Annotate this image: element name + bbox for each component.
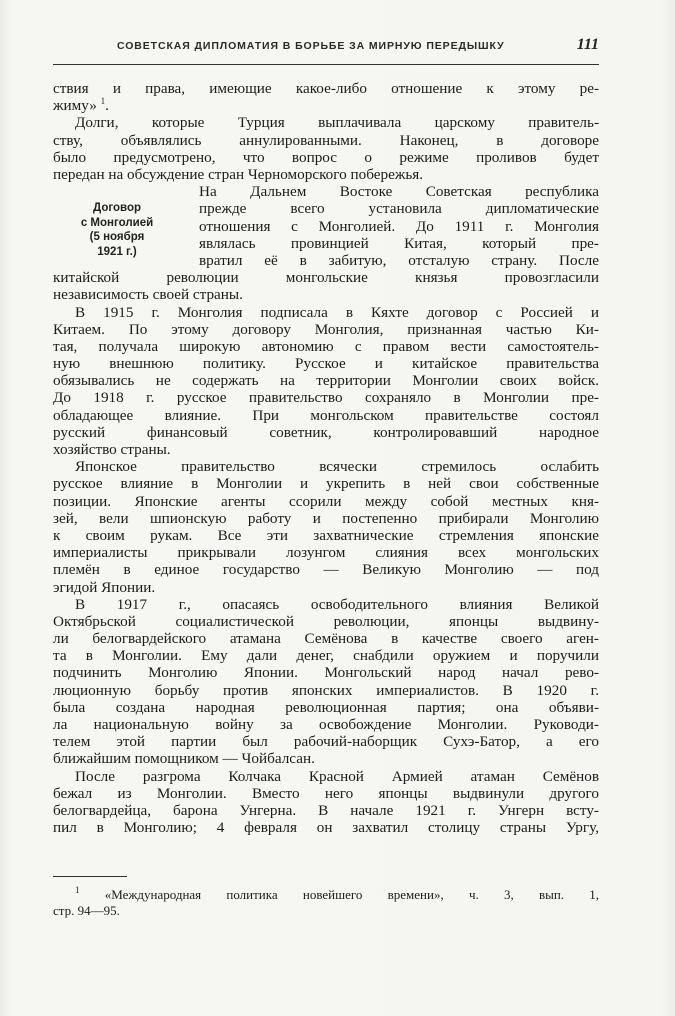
footnote-ref: 1 [100, 96, 106, 107]
text-line: хозяйство страны. [53, 441, 171, 458]
margin-note-line: Договор [93, 202, 141, 215]
paragraph-mongolia-intro-end [53, 269, 599, 303]
header-rule [53, 64, 599, 65]
paragraph-1917 [53, 596, 599, 768]
text-line [53, 97, 599, 114]
text-line: После разгрома Колчака Красной Армией атаман Семёнов [75, 767, 599, 785]
text-line: Японское правительство всячески стремилось ослабить [75, 458, 599, 476]
text-line: пил в Монголию; 4 февраля он захватил столицу страны Ургу, [53, 819, 599, 837]
text-line: бежал из Монголии. Вместо него японцы выдвинули другого [53, 784, 599, 802]
text-line: эгидой Японии. [53, 578, 156, 596]
text-line: Китаем. По этому договору Монголия, признанная частью Ки- [53, 320, 599, 338]
text-line: ству, объявлялись аннулированными. Наконец, в договоре [53, 131, 599, 149]
text-line: независимость своей страны. [53, 286, 243, 304]
text-line: ли белогвардейского атамана Семёнова в качестве своего аген- [53, 630, 599, 648]
running-head [53, 37, 599, 59]
text-line: обязывались не содержать на территории Монголии своих войск. [53, 372, 599, 390]
text-line: являлась провинцией Китая, который пре- [199, 234, 599, 252]
text-fragment: жиму» [53, 97, 101, 115]
footnote-marker: 1 [75, 885, 80, 895]
text-line: телем этой партии был рабочий-наборщик Сухэ-Батор, а его [53, 733, 599, 751]
margin-note-line: с Монголией [80, 216, 154, 229]
sidenote-section [53, 183, 599, 269]
text-line: зей, вели шпионскую работу и постепенно прибирали Монголию [53, 509, 599, 527]
paragraph-1915 [53, 304, 599, 459]
text-line: русское влияние в Монголии и укрепить в ней свои собственные [53, 475, 599, 493]
text-line: прежде всего установила дипломатические [199, 200, 599, 218]
text-line: империалисты прикрывали лозунгом слияния всех монгольских [53, 544, 599, 562]
text-line: отношения с Монголией. До 1911 г. Монголия [199, 217, 599, 235]
text-line: племён в единое государство — Великую Монголию — под [53, 561, 599, 579]
text-line: обладающее влияние. При монгольском правительстве состоял [53, 406, 599, 424]
text-line: тая, получала широкую автономию с правом вести самостоятель- [53, 337, 599, 355]
text-line: люционную борьбу против японских империалистов. В 1920 г. [53, 681, 599, 699]
text-line: подчинить Монголию Японии. Монгольский народ начал рево- [53, 664, 599, 682]
page-number: 111 [576, 36, 599, 53]
text-line: В 1915 г. Монголия подписала в Кяхте договор с Россией и [75, 303, 599, 321]
footnote-line [53, 887, 599, 903]
text-line: позиции. Японские агенты ссорили между собой местных кня- [53, 492, 599, 510]
text-line: На Дальнем Востоке Советская республика [199, 183, 599, 201]
margin-note-line: 1921 г.) [97, 245, 137, 258]
text-line: было предусмотрено, что вопрос о режиме проливов будет [53, 148, 599, 166]
text-line: ствия и права, имеющие какое-либо отношение к этому ре- [53, 80, 599, 97]
text-line: В 1917 г., опасаясь освободительного влияния Великой [75, 595, 599, 613]
sidenote-paragraph [199, 183, 599, 269]
text-line: ла национальную войну за освобождение Монголии. Руководи- [53, 716, 599, 733]
text-line: та в Монголии. Ему дали денег, снабдили оружием и поручили [53, 647, 599, 665]
text-fragment: . [105, 97, 109, 115]
footnote-text: «Международная политика новейшего времени», ч. 3, вып. 1, [104, 887, 600, 902]
footnote-line: стр. 94—95. [53, 902, 120, 918]
footnote-rule [53, 876, 127, 877]
text-line: Октябрьской социалистической революции, японцы выдвину- [53, 612, 599, 630]
text-line: передан на обсуждение стран Черноморского побережья. [53, 165, 424, 183]
margin-note-line: (5 ноября [89, 231, 145, 244]
text-line: вратил её в забитую, отсталую страну. После [199, 251, 599, 269]
text-line: была создана народная революционная партия; она объяви- [53, 698, 599, 716]
text-line: ближайшим помощником — Чойбалсан. [53, 750, 315, 768]
text-line: китайской революции монгольские князья провозгласили [53, 269, 599, 287]
text-line: ную внешнюю политику. Русское и китайское правительства [53, 355, 599, 373]
body-text [53, 80, 599, 836]
paragraph-kolchak [53, 768, 599, 837]
paragraph-continued [53, 80, 599, 114]
text-line: белогвардейца, барона Унгерна. В начале 1921 г. Унгерн всту- [53, 801, 599, 819]
text-line: Долги, которые Турция выплачивала царскому правитель- [75, 114, 599, 132]
paragraph-debts [53, 114, 599, 183]
paragraph-japan [53, 458, 599, 596]
text-line: русский финансовый советник, контролировавший народное [53, 423, 599, 441]
text-line: к своим рукам. Все эти захватнические стремления японские [53, 526, 599, 544]
running-title: СОВЕТСКАЯ ДИПЛОМАТИЯ В БОРЬБЕ ЗА МИРНУЮ ПЕРЕДЫШКУ [117, 40, 505, 52]
text-line: До 1918 г. русское правительство сохраняло в Монголии пре- [53, 389, 599, 407]
margin-note [53, 201, 181, 259]
footnote [53, 887, 599, 918]
